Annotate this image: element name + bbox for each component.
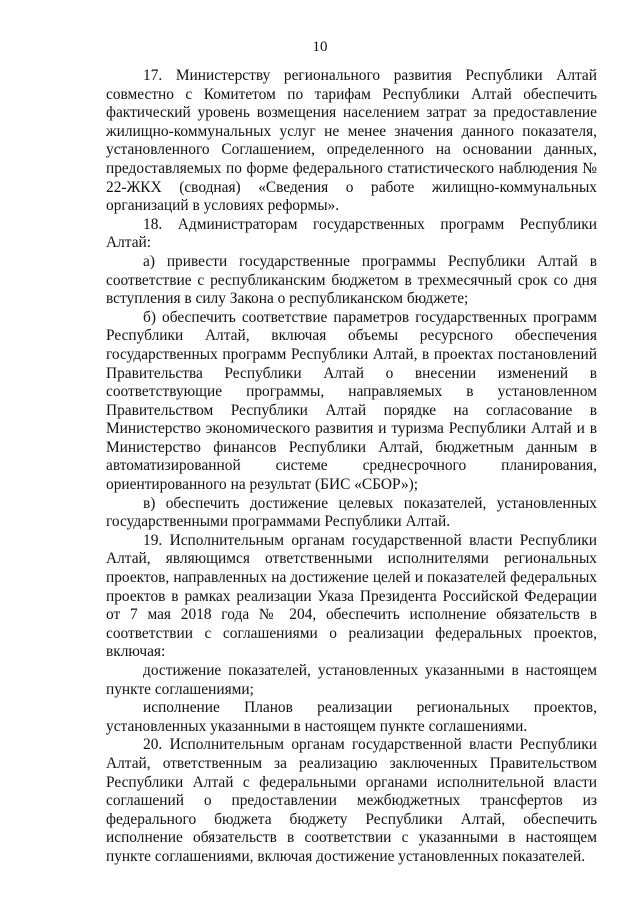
paragraph-18-a: а) привести государственные программы Республики Алтай в соответствие с республиканским бюджетом в трехмесячный срок со дня вступления в силу Закона о республиканском бюджете; (106, 252, 597, 308)
page-number: 10 (312, 39, 328, 55)
paragraph-19: 19. Исполнительным органам государственной власти Республики Алтай, являющимся ответственными исполнителями региональных проектов, направленных на достижение целей и показателей федеральных проектов в рамках реализации Указа Президента Российской Федерации от 7 мая 2018 года № 204, обеспечить исполнение обязательств в соответствии с соглашениями о реализации федеральных проектов, включая: (106, 531, 597, 661)
paragraph-18-b: б) обеспечить соответствие параметров государственных программ Республики Алтай, включая объемы ресурсного обеспечения государственных программ Республики Алтай, в проектах постановлений Правительства Республики Алтай о внесении изменений в соответствующие программы, направляемых в установленном Правительством Республики Алтай порядке на согласование в Министерство экономического развития и туризма Республики Алтай и в Министерство финансов Республики Алтай, бюджетным данным в автоматизированной системе среднесрочного планирования, ориентированного на результат (БИС «СБОР»); (106, 308, 597, 494)
document-body (106, 67, 597, 867)
paragraph-20: 20. Исполнительным органам государственной власти Республики Алтай, ответственным за реализацию заключенных Правительством Республики Алтай с федеральными органами исполнительной власти соглашений о предоставлении межбюджетных трансфертов из федерального бюджета бюджету Республики Алтай, обеспечить исполнение обязательств в соответствии с указанными в настоящем пункте соглашениями, включая достижение установленных показателей. (106, 736, 597, 865)
paragraph-18-v: в) обеспечить достижение целевых показателей, установленных государственными программами Республики Алтай. (106, 494, 597, 531)
paragraph-19-item-1: достижение показателей, установленных указанными в настоящем пункте соглашениями; (106, 662, 597, 698)
paragraph-18: 18. Администраторам государственных программ Республики Алтай: (106, 215, 597, 252)
paragraph-17: 17. Министерству регионального развития Республики Алтай совместно с Комитетом по тарифам Республики Алтай обеспечить фактический уровень возмещения населением затрат за предоставление жилищно-коммунальных услуг не менее значения данного показателя, установленного Соглашением, определенного на основании данных, предоставляемых по форме федерального статистического наблюдения № 22-ЖКХ (сводная) «Сведения о работе жилищно-коммунальных организаций в условиях реформы». (106, 67, 597, 215)
paragraph-19-item-2: исполнение Планов реализации региональных проектов, установленных указанными в настоящем пункте соглашениями. (106, 699, 597, 735)
